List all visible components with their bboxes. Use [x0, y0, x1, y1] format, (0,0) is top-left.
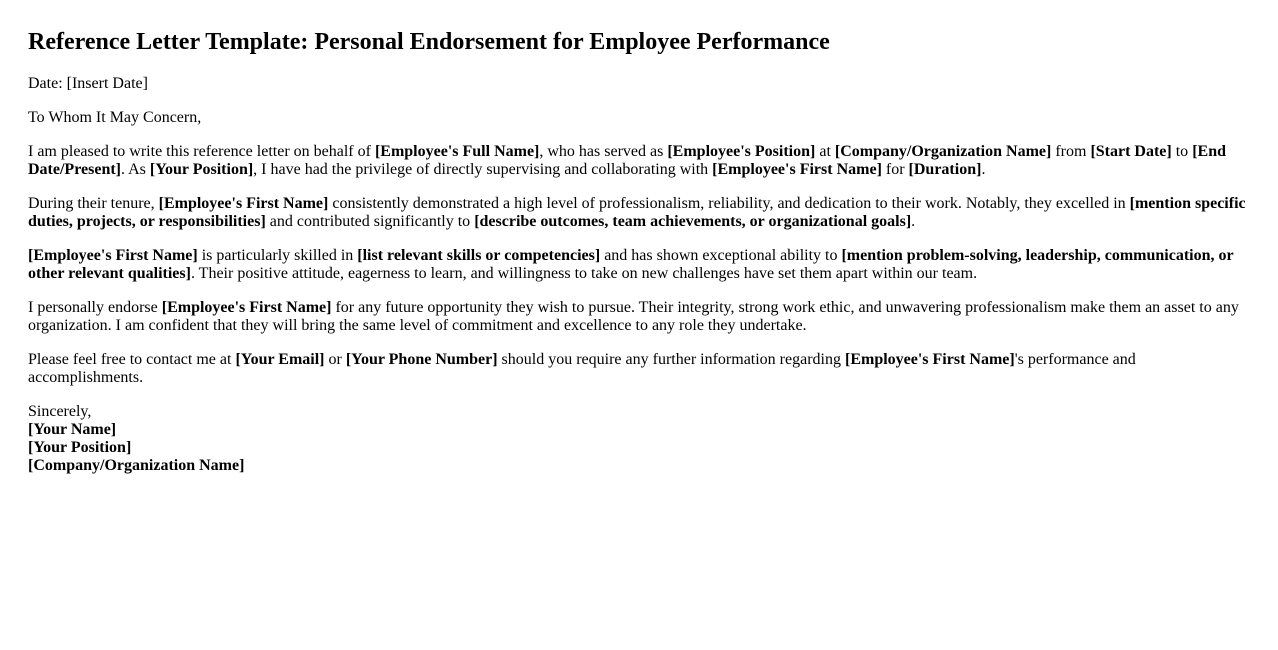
text-run: and contributed significantly to: [265, 213, 475, 230]
text-run: Please feel free to contact me at: [28, 351, 236, 368]
text-run: from: [1051, 143, 1091, 160]
text-run: During their tenure,: [28, 195, 159, 212]
placeholder-employee-first-name: [Employee's First Name]: [28, 247, 198, 264]
placeholder-employee-first-name: [Employee's First Name]: [161, 299, 332, 316]
placeholder-specific-duties: [mention specific duties, projects, or responsibilities]: [28, 195, 1246, 230]
text-run: I am pleased to write this reference letter on behalf of: [28, 143, 375, 160]
text-run: . As: [121, 161, 150, 178]
placeholder-qualities: [mention problem-solving, leadership, communication, or other relevant qualities]: [28, 247, 1234, 282]
text-run: to: [1171, 143, 1193, 160]
placeholder-end-date: [End Date/Present]: [28, 143, 1226, 178]
text-run: , who has served as: [539, 143, 668, 160]
placeholder-company-name: [Company/Organization Name]: [834, 143, 1052, 160]
signature-block: [28, 403, 1250, 475]
intro-paragraph: [28, 143, 1250, 179]
text-run: .: [981, 161, 986, 178]
text-run: and has shown exceptional ability to: [600, 247, 842, 264]
text-run: 's performance and accomplishments.: [28, 351, 1136, 386]
text-run: at: [815, 143, 835, 160]
placeholder-employee-position: [Employee's Position]: [667, 143, 816, 160]
signature-position: [Your Position]: [28, 439, 132, 456]
placeholder-skills: [list relevant skills or competencies]: [357, 247, 601, 264]
tenure-paragraph: [28, 195, 1250, 231]
placeholder-start-date: [Start Date]: [1090, 143, 1172, 160]
text-run: I personally endorse: [28, 299, 162, 316]
text-run: consistently demonstrated a high level of professionalism, reliability, and dedication to their work. Notably, they excelled in: [328, 195, 1130, 212]
signature-company: [Company/Organization Name]: [28, 457, 245, 474]
placeholder-outcomes: [describe outcomes, team achievements, or organizational goals]: [474, 213, 912, 230]
text-run: is particularly skilled in: [197, 247, 358, 264]
salutation: To Whom It May Concern,: [28, 109, 202, 126]
text-run: should you require any further information regarding: [497, 351, 845, 368]
text-run: . Their positive attitude, eagerness to learn, and willingness to take on new challenges have set them apart within our team.: [190, 265, 978, 282]
skills-paragraph: [28, 247, 1250, 283]
text-run: .: [911, 213, 916, 230]
text-run: for any future opportunity they wish to pursue. Their integrity, strong work ethic, and unwavering professionalism make them an asset to any organization. I am confident that they will bring the same level of commitment and excellence to any role they undertake.: [28, 299, 1239, 334]
placeholder-employee-first-name: [Employee's First Name]: [158, 195, 329, 212]
placeholder-duration: [Duration]: [908, 161, 982, 178]
placeholder-employee-first-name: [Employee's First Name]: [844, 351, 1015, 368]
contact-paragraph: [28, 351, 1250, 387]
endorsement-paragraph: [28, 299, 1250, 335]
placeholder-your-phone: [Your Phone Number]: [345, 351, 498, 368]
text-run: or: [324, 351, 346, 368]
placeholder-employee-full-name: [Employee's Full Name]: [374, 143, 540, 160]
placeholder-employee-first-name: [Employee's First Name]: [712, 161, 882, 178]
valediction: Sincerely,: [28, 403, 92, 420]
signature-name: [Your Name]: [28, 421, 117, 438]
placeholder-your-position: [Your Position]: [149, 161, 254, 178]
text-run: , I have had the privilege of directly supervising and collaborating with: [253, 161, 713, 178]
page-title: Reference Letter Template: Personal Endorsement for Employee Performance: [28, 29, 830, 55]
text-run: for: [881, 161, 909, 178]
date-line: Date: [Insert Date]: [28, 75, 148, 92]
placeholder-your-email: [Your Email]: [235, 351, 325, 368]
